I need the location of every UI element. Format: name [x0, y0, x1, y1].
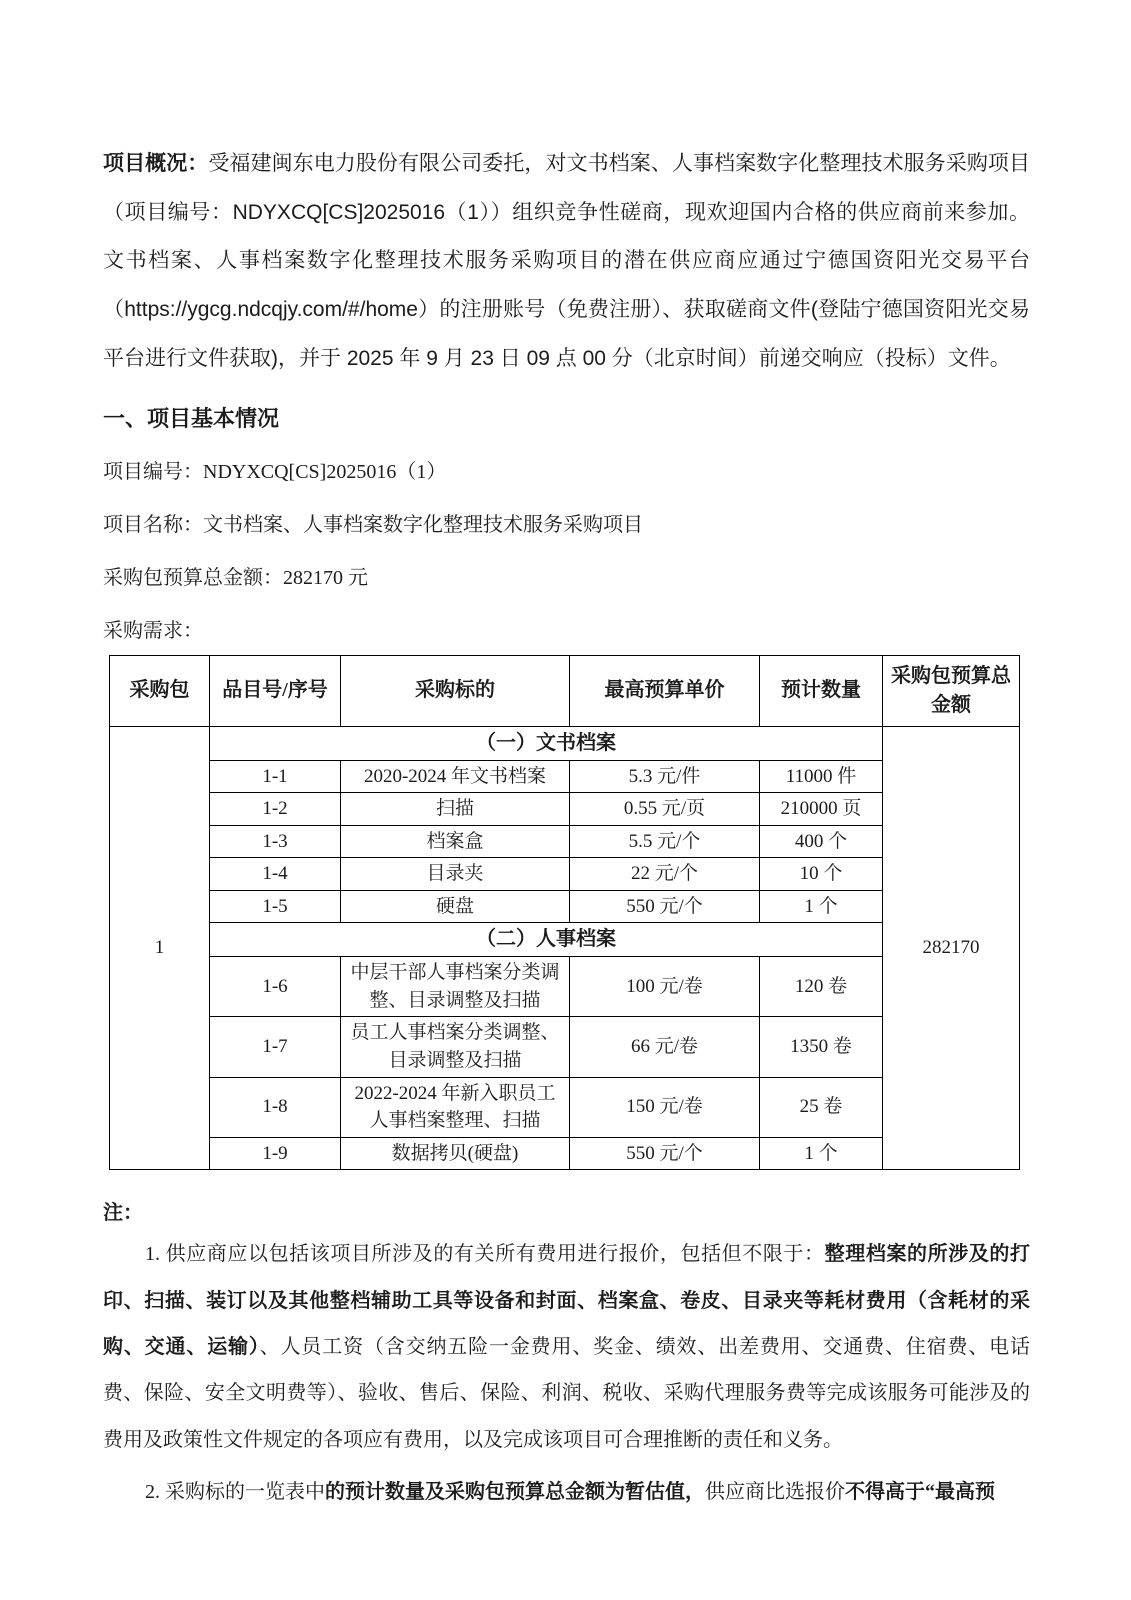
- notes-label: 注：: [103, 1202, 143, 1225]
- header-package-total: 采购包预算总金额: [883, 655, 1020, 726]
- item-no-cell: 1-3: [210, 825, 341, 858]
- section-basic-info-heading: 一、项目基本情况: [103, 405, 280, 431]
- subject-cell: 2020-2024 年文书档案: [341, 760, 570, 793]
- quantity-cell: 10 个: [760, 858, 883, 891]
- project-overview-paragraph: [103, 140, 1030, 384]
- bold-text-segment: 不得高于“最高预: [845, 1481, 995, 1504]
- header-package: 采购包: [110, 655, 210, 726]
- text-segment: 供应商比选报价: [705, 1481, 845, 1504]
- subject-cell: 扫描: [341, 793, 570, 826]
- subject-cell: 中层干部人事档案分类调整、目录调整及扫描: [341, 957, 570, 1017]
- quantity-cell: 120 卷: [760, 957, 883, 1017]
- unit-price-cell: 5.5 元/个: [570, 825, 760, 858]
- item-no-cell: 1-9: [210, 1137, 341, 1170]
- item-no-cell: 1-6: [210, 957, 341, 1017]
- header-quantity: 预计数量: [760, 655, 883, 726]
- package-total-cell: 282170: [883, 726, 1020, 1170]
- text-segment: 受福建闽东电力股份有限公司委托，对文书档案、人事档案数字化整理技术服务采购项目（项目编号：NDYXCQ[CS]2025016（1））组织竞争性磋商，现欢迎国内合格的供应商前来参加。文书档案、人事档案数字化整理技术服务采购项目的潜在供应商应通过宁德国资阳光交易平台 （https://ygcg.ndcqjy.com/#/home）的注册账号（免费注册）、获取磋商文件(登陆宁德国资阳光交易平台进行文件获取)，并于 2025 年 9 月 23 日 09 点 00 分（北京时间）前递交响应（投标）文件。: [103, 152, 1031, 370]
- section-title-cell: （一）文书档案: [210, 726, 883, 760]
- table-header-row: [110, 655, 1020, 726]
- budget-total-line: 采购包预算总金额：282170 元: [103, 566, 368, 589]
- quantity-cell: 1 个: [760, 890, 883, 923]
- section-title-cell: （二）人事档案: [210, 923, 883, 957]
- quantity-cell: 1350 卷: [760, 1017, 883, 1077]
- subject-cell: 目录夹: [341, 858, 570, 891]
- item-no-cell: 1-7: [210, 1017, 341, 1077]
- header-subject: 采购标的: [341, 655, 570, 726]
- project-number-line: 项目编号：NDYXCQ[CS]2025016（1）: [103, 460, 447, 483]
- unit-price-cell: 22 元/个: [570, 858, 760, 891]
- unit-price-cell: 100 元/卷: [570, 957, 760, 1017]
- bold-text-segment: 整理档案的所涉及的打印、扫描、装订以及其他整档辅助工具等设备和封面、档案盒、卷皮、目录夹等耗材费用（含耗材的采购、交通、运输）: [103, 1243, 1031, 1358]
- unit-price-cell: 150 元/卷: [570, 1077, 760, 1137]
- subject-cell: 2022-2024 年新入职员工人事档案整理、扫描: [341, 1077, 570, 1137]
- item-no-cell: 1-8: [210, 1077, 341, 1137]
- item-no-cell: 1-4: [210, 858, 341, 891]
- text-segment: 1. 供应商应以包括该项目所涉及的有关所有费用进行报价，包括但不限于：: [145, 1243, 825, 1266]
- text-segment: 、人员工资（含交纳五险一金费用、奖金、绩效、出差费用、交通费、住宿费、电话费、保险、安全文明费等）、验收、售后、保险、利润、税收、采购代理服务费等完成该服务可能涉及的费用及政策性文件规定的各项应有费用，以及完成该项目可合理推断的责任和义务。: [103, 1335, 1031, 1451]
- quantity-cell: 400 个: [760, 825, 883, 858]
- table-section-row: [110, 726, 1020, 760]
- procurement-table: [109, 655, 1020, 1171]
- bold-text-segment: 项目概况：: [103, 152, 209, 175]
- item-no-cell: 1-2: [210, 793, 341, 826]
- subject-cell: 硬盘: [341, 890, 570, 923]
- demand-label: 采购需求：: [103, 619, 203, 642]
- item-no-cell: 1-1: [210, 760, 341, 793]
- quantity-cell: 25 卷: [760, 1077, 883, 1137]
- subject-cell: 数据拷贝(硬盘): [341, 1137, 570, 1170]
- subject-cell: 员工人事档案分类调整、目录调整及扫描: [341, 1017, 570, 1077]
- quantity-cell: 11000 件: [760, 760, 883, 793]
- bold-text-segment: 的预计数量及采购包预算总金额为暂估值，: [325, 1481, 705, 1504]
- note-paragraph-1: [103, 1231, 1030, 1463]
- quantity-cell: 210000 页: [760, 793, 883, 826]
- item-no-cell: 1-5: [210, 890, 341, 923]
- unit-price-cell: 66 元/卷: [570, 1017, 760, 1077]
- subject-cell: 档案盒: [341, 825, 570, 858]
- unit-price-cell: 0.55 元/页: [570, 793, 760, 826]
- unit-price-cell: 550 元/个: [570, 890, 760, 923]
- unit-price-cell: 5.3 元/件: [570, 760, 760, 793]
- quantity-cell: 1 个: [760, 1137, 883, 1170]
- notes-section: [103, 1231, 1030, 1515]
- header-item-no: 品目号/序号: [210, 655, 341, 726]
- text-segment: 2. 采购标的一览表中: [145, 1481, 325, 1504]
- unit-price-cell: 550 元/个: [570, 1137, 760, 1170]
- header-max-unit-price: 最高预算单价: [570, 655, 760, 726]
- package-id-cell: 1: [110, 726, 210, 1170]
- note-paragraph-2: [103, 1469, 1030, 1515]
- project-name-line: 项目名称：文书档案、人事档案数字化整理技术服务采购项目: [103, 513, 643, 536]
